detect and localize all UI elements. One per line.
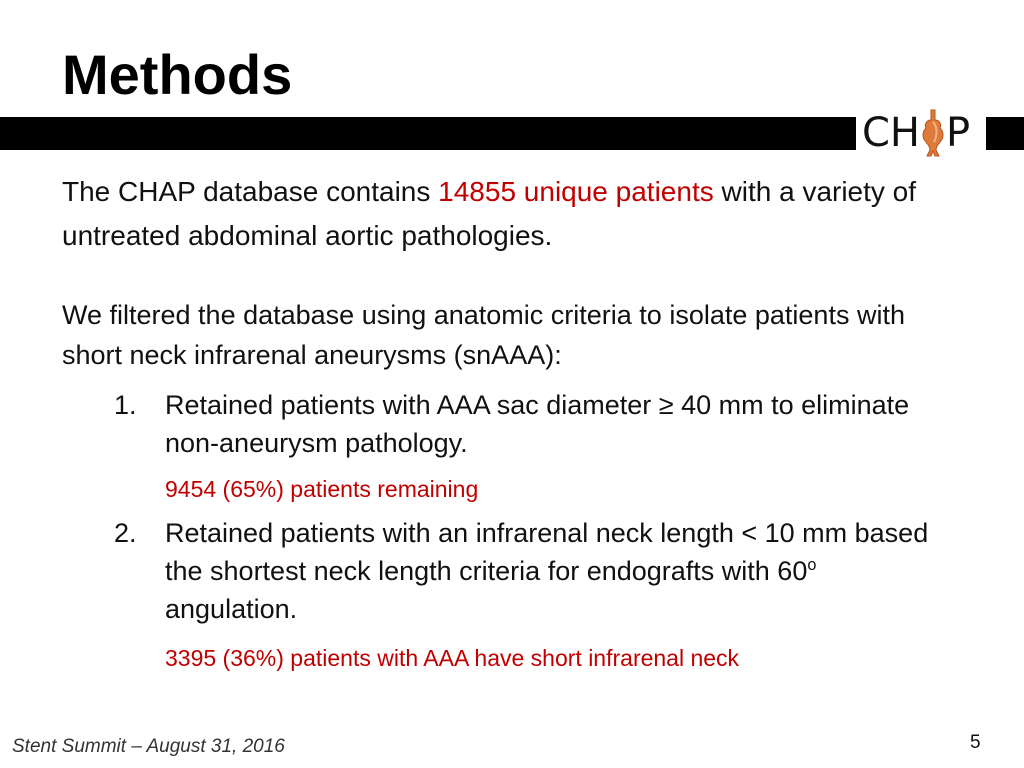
list-item-text-end: angulation. bbox=[165, 594, 298, 624]
intro-paragraph bbox=[62, 170, 962, 258]
aorta-icon bbox=[920, 108, 946, 158]
logo-text-right: P bbox=[946, 110, 971, 156]
chap-logo bbox=[862, 108, 982, 158]
patient-count-highlight: 14855 unique patients bbox=[438, 176, 714, 207]
intro-text-before: The CHAP database contains bbox=[62, 176, 439, 207]
logo-text-left: CH bbox=[862, 110, 921, 156]
list-item-result-note: 9454 (65%) patients remaining bbox=[165, 476, 479, 502]
header-bar-right bbox=[986, 117, 1024, 150]
header-bar-left bbox=[0, 117, 856, 150]
page-number: 5 bbox=[970, 732, 981, 753]
degree-superscript: o bbox=[807, 556, 817, 574]
list-item-number: 1. bbox=[114, 390, 137, 420]
list-item-text: Retained patients with AAA sac diameter ≥ 40 mm to eliminate non-aneurysm pathology. bbox=[165, 390, 910, 458]
list-item-result-note: 3395 (36%) patients with AAA have short infrarenal neck bbox=[165, 645, 740, 671]
intro-text-after: with a variety of untreated abdominal aortic pathologies. bbox=[62, 176, 917, 251]
list-item-number: 2. bbox=[114, 518, 137, 548]
slide-title: Methods bbox=[62, 43, 293, 106]
filter-paragraph: We filtered the database using anatomic criteria to isolate patients with short neck infrarenal aneurysms (snAAA): bbox=[62, 300, 905, 370]
footer-event-label: Stent Summit – August 31, 2016 bbox=[12, 736, 285, 757]
list-item-text-main: Retained patients with an infrarenal neck length < 10 mm based the shortest neck length criteria for endografts with 60 bbox=[165, 518, 929, 586]
list-item-text bbox=[165, 514, 955, 628]
